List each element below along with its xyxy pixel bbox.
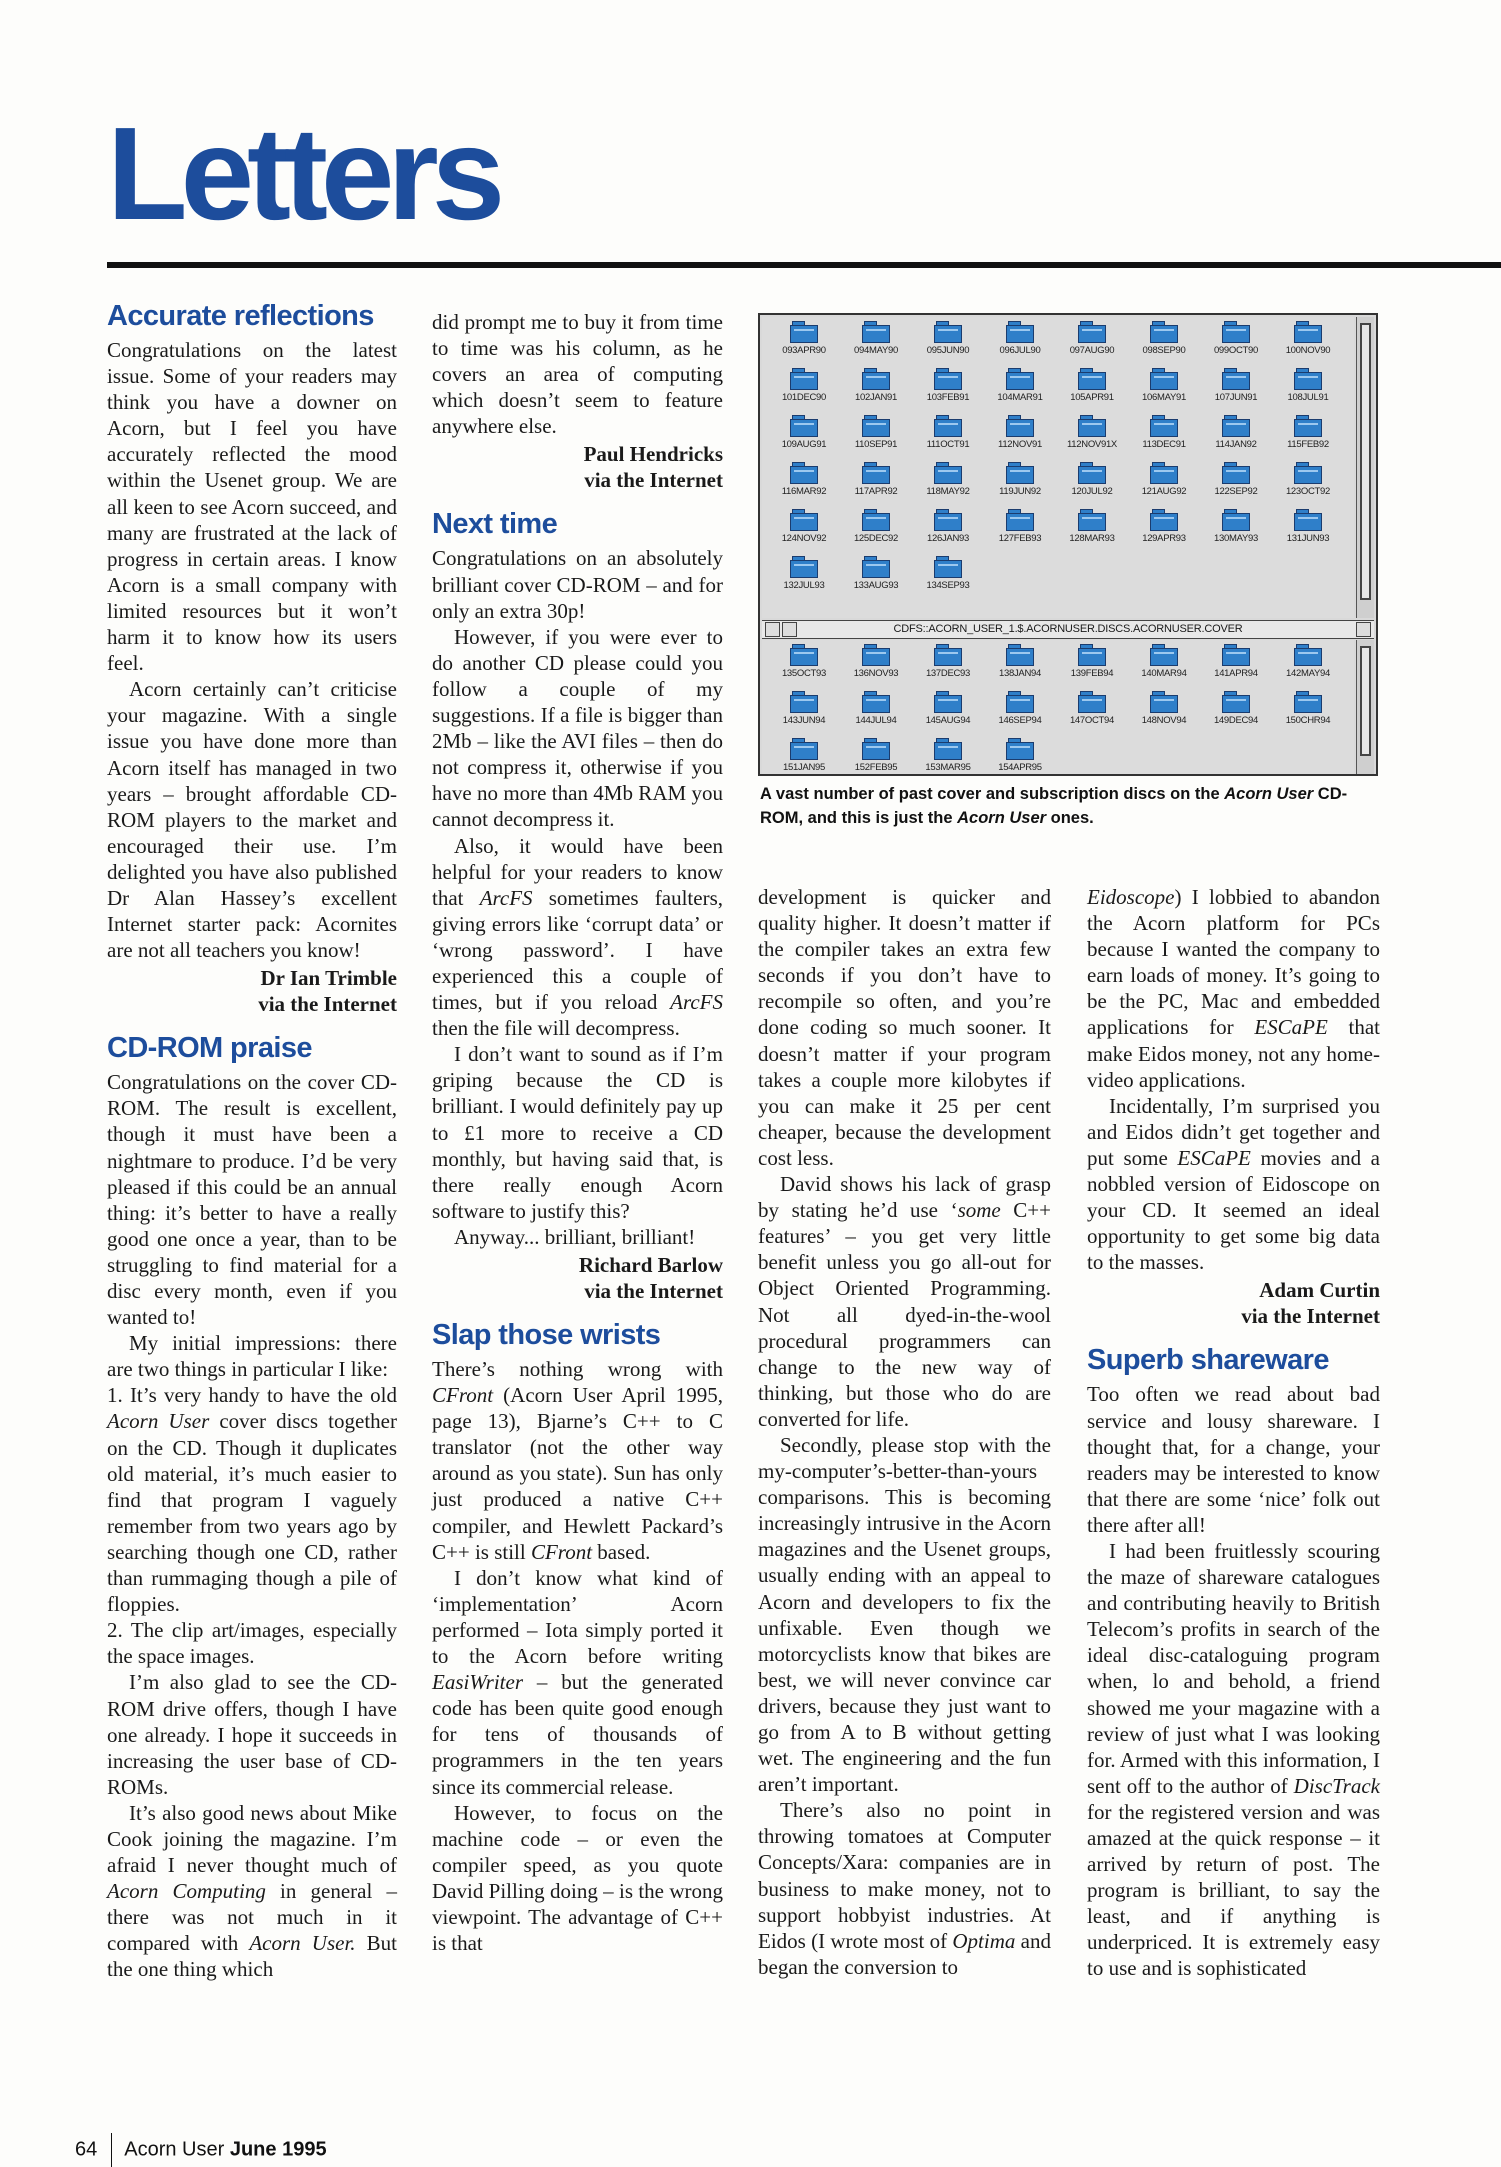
- folder-icon: [1294, 462, 1322, 483]
- folder-item[interactable]: [840, 460, 912, 507]
- folder-item[interactable]: [1200, 642, 1272, 689]
- folder-icon: [1294, 644, 1322, 665]
- signature-name: Dr Ian Trimble: [260, 966, 397, 991]
- folder-item[interactable]: [840, 413, 912, 460]
- heading-cd-rom-praise: CD-ROM praise: [107, 1032, 312, 1065]
- folder-icon: [790, 691, 818, 712]
- signature-name: Paul Hendricks: [583, 442, 723, 467]
- folder-icon: [862, 509, 890, 530]
- signature-via: via the Internet: [258, 992, 397, 1017]
- folder-label: 148NOV94: [1141, 715, 1187, 726]
- folder-label: 153MAR95: [925, 762, 971, 773]
- folder-label: 125DEC92: [853, 533, 899, 544]
- folder-item[interactable]: [912, 366, 984, 413]
- folder-item[interactable]: [1200, 460, 1272, 507]
- folder-item[interactable]: [1128, 366, 1200, 413]
- paragraph: Also, it would have been helpful for your readers to know that ArcFS sometimes faulters, giving errors like ‘corrupt data’ or ‘wrong password’. I have experienced this a couple of times, but if you reload ArcFS then the file will decompress.: [432, 833, 723, 1041]
- folder-label: 126JAN93: [927, 533, 969, 544]
- folder-label: 138JAN94: [999, 668, 1041, 679]
- folder-label: 119JUN92: [999, 486, 1041, 497]
- folder-item[interactable]: [840, 319, 912, 366]
- folder-item[interactable]: [840, 366, 912, 413]
- folder-item[interactable]: [1272, 642, 1344, 689]
- paragraph: Congratulations on the cover CD-ROM. The result is excellent, though it must have been a nightmare to produce. I’d be very pleased if this could be an annual thing: it’s better to have a really good one once a year, than to be struggling to find material for a disc every month, even if you wanted to!: [107, 1070, 397, 1330]
- signature-via: via the Internet: [584, 1279, 723, 1303]
- folder-icon: [1294, 321, 1322, 342]
- paragraph: development is quicker and quality higher. It doesn’t matter if the compiler takes an extra few seconds if you don’t have to recompile so often, and you’re done coding so much sooner. It doesn’t matter if your program takes a couple more kilobytes if you can make it 25 per cent cheaper, because the development cost less.: [758, 885, 1051, 1170]
- folder-icon: [790, 415, 818, 436]
- folder-label: 099OCT90: [1213, 345, 1259, 356]
- folder-item[interactable]: [984, 642, 1056, 689]
- folder-label: 145AUG94: [925, 715, 971, 726]
- folder-icon: [1150, 644, 1178, 665]
- folder-icon: [790, 462, 818, 483]
- folder-label: 144JUL94: [855, 715, 897, 726]
- folder-label: 147OCT94: [1069, 715, 1115, 726]
- folder-item[interactable]: [768, 460, 840, 507]
- folder-icon: [790, 644, 818, 665]
- folder-label: 104MAR91: [997, 392, 1043, 403]
- folder-label: 123OCT92: [1285, 486, 1331, 497]
- list-item: 2. The clip art/images, especially the space images.: [107, 1618, 397, 1669]
- folder-icon: [1294, 368, 1322, 389]
- folder-label: 132JUL93: [783, 580, 825, 591]
- folder-item[interactable]: [984, 736, 1056, 783]
- paragraph: I had been fruitlessly scouring the maze of shareware catalogues and contributing heavily to British Telecom’s profits in search of the ideal disc-cataloguing program when, lo and behold, a friend showed me your magazine with a review of just what I was looking for. Armed with this information, I sent off to the author of DiscTrack for the registered version and was amazed at the quick response – it arrived by return of post. The program is brilliant, to say the least, and if anything is underpriced. It is extremely easy to use and is sophisticated: [1087, 1538, 1380, 1981]
- folder-item[interactable]: [1272, 413, 1344, 460]
- signature: [107, 965, 397, 1017]
- folder-icon: [1078, 321, 1106, 342]
- folder-item[interactable]: [1272, 319, 1344, 366]
- folder-item[interactable]: [912, 507, 984, 554]
- folder-icon: [1006, 415, 1034, 436]
- folder-label: 096JUL90: [999, 345, 1041, 356]
- folder-item[interactable]: [984, 689, 1056, 736]
- column-1: [107, 299, 397, 1983]
- folder-item[interactable]: [768, 319, 840, 366]
- paragraph: However, if you were ever to do another CD please could you follow a couple of my suggestions. If a file is bigger than 2Mb – like the AVI files – then do not compress it, otherwise if you have no more than 4Mb RAM you cannot decompress it.: [432, 624, 723, 832]
- paragraph: It’s also good news about Mike Cook joining the magazine. I’m afraid I never thought much of Acorn Computing in general – there was not much in it compared with Acorn User. But the one thing which: [107, 1800, 398, 1982]
- folder-item[interactable]: [1128, 460, 1200, 507]
- folder-item[interactable]: [984, 319, 1056, 366]
- folder-icon: [1078, 644, 1106, 665]
- folder-icon: [1294, 691, 1322, 712]
- folder-label: 095JUN90: [926, 345, 970, 356]
- folder-label: 094MAY90: [854, 345, 898, 356]
- folder-label: 105APR91: [1070, 392, 1114, 403]
- folder-label: 107JUN91: [1214, 392, 1258, 403]
- folder-item[interactable]: [840, 736, 912, 783]
- folder-icon: [934, 321, 962, 342]
- screenshot-caption: A vast number of past cover and subscription discs on the Acorn User CD-ROM, and this is just the Acorn User ones.: [760, 785, 1348, 827]
- folder-label: 154APR95: [998, 762, 1042, 773]
- column-2: [432, 309, 723, 1956]
- folder-item[interactable]: [1056, 366, 1128, 413]
- folder-icon: [1222, 321, 1250, 342]
- folder-item[interactable]: [912, 736, 984, 783]
- folder-icon: [934, 556, 962, 577]
- signature-via: via the Internet: [584, 468, 723, 493]
- folder-item[interactable]: [1272, 507, 1344, 554]
- folder-item[interactable]: [984, 460, 1056, 507]
- folder-label: 152FEB95: [854, 762, 898, 773]
- folder-icon: [862, 462, 890, 483]
- folder-icon: [862, 556, 890, 577]
- paragraph: There’s also no point in throwing tomatoes at Computer Concepts/Xara: companies are in business to make money, not to support hobbyist industries. At Eidos (I wrote most of Optima and began the conversion to: [758, 1798, 1051, 1979]
- folder-icon: [1078, 415, 1106, 436]
- signature-name: Adam Curtin: [1259, 1278, 1380, 1303]
- folder-icon: [862, 368, 890, 389]
- folder-label: 102JAN91: [855, 392, 897, 403]
- folder-item[interactable]: [912, 413, 984, 460]
- folder-label: 124NOV92: [781, 533, 827, 544]
- folder-item[interactable]: [984, 366, 1056, 413]
- folder-label: 136NOV93: [853, 668, 899, 679]
- folder-icon: [1006, 368, 1034, 389]
- folder-item[interactable]: [768, 366, 840, 413]
- folder-icon: [862, 738, 890, 759]
- folder-item[interactable]: [1128, 413, 1200, 460]
- magazine-name: Acorn User: [124, 2138, 225, 2161]
- paragraph: I’m also glad to see the CD-ROM drive offers, though I have one already. I hope it succeeds in increasing the user base of CD-ROMs.: [107, 1670, 397, 1799]
- paragraph: Too often we read about bad service and lousy shareware. I thought that, for a change, your readers may be interested to know that there are some ‘nice’ folk out there after all!: [1087, 1382, 1380, 1537]
- signature: [1087, 1277, 1380, 1329]
- folder-item[interactable]: [912, 689, 984, 736]
- folder-label: 100NOV90: [1285, 345, 1331, 356]
- folder-icon: [862, 415, 890, 436]
- folder-item[interactable]: [984, 507, 1056, 554]
- folder-item[interactable]: [1200, 507, 1272, 554]
- folder-item[interactable]: [1128, 319, 1200, 366]
- folder-item[interactable]: [768, 413, 840, 460]
- folder-icon: [934, 462, 962, 483]
- folder-icon: [790, 368, 818, 389]
- folder-item[interactable]: [1056, 642, 1128, 689]
- folder-item[interactable]: [768, 689, 840, 736]
- filer-title-bar: [762, 620, 1374, 639]
- folder-label: 113DEC91: [1142, 439, 1186, 450]
- folder-label: 112NOV91: [998, 439, 1042, 450]
- folder-label: 140MAR94: [1141, 668, 1187, 679]
- folder-icon: [790, 509, 818, 530]
- folder-label: 142MAY94: [1286, 668, 1330, 679]
- heading-slap-those-wrists: Slap those wrists: [432, 1319, 661, 1351]
- folder-item[interactable]: [1200, 366, 1272, 413]
- filer-window-upper: [762, 317, 1354, 618]
- folder-icon: [1006, 509, 1034, 530]
- folder-label: 122SEP92: [1214, 486, 1258, 497]
- page-footer: [75, 2133, 327, 2167]
- issue-date: June 1995: [229, 2138, 327, 2161]
- folder-label: 114JAN92: [1215, 439, 1257, 450]
- folder-icon: [1150, 321, 1178, 342]
- folder-label: 111OCT91: [926, 439, 970, 450]
- folder-item[interactable]: [768, 507, 840, 554]
- folder-label: 143JUN94: [782, 715, 826, 726]
- folder-label: 130MAY93: [1214, 533, 1258, 544]
- folder-label: 116MAR92: [781, 486, 827, 497]
- folder-item[interactable]: [1272, 366, 1344, 413]
- folder-icon: [934, 509, 962, 530]
- folder-label: 120JUL92: [1071, 486, 1113, 497]
- folder-label: 127FEB93: [998, 533, 1042, 544]
- folder-icon: [1222, 644, 1250, 665]
- folder-icon: [1078, 462, 1106, 483]
- folder-label: 146SEP94: [998, 715, 1042, 726]
- folder-item[interactable]: [912, 554, 984, 601]
- paragraph: I don’t know what kind of ‘implementation’ Acorn performed – Iota simply ported it to the Acorn before writing EasiWriter – but the generated code has been quite good enough for tens of thousands of programmers in the ten years since its commercial release.: [432, 1565, 723, 1799]
- folder-label: 112NOV91X: [1067, 439, 1117, 450]
- folder-item[interactable]: [1056, 460, 1128, 507]
- folder-item[interactable]: [1056, 689, 1128, 736]
- folder-item[interactable]: [984, 413, 1056, 460]
- folder-icon: [862, 691, 890, 712]
- folder-label: 150CHR94: [1285, 715, 1331, 726]
- page-number: 64: [75, 2138, 98, 2161]
- folder-label: 117APR92: [854, 486, 898, 497]
- folder-label: 121AUG92: [1141, 486, 1187, 497]
- folder-label: 134SEP93: [926, 580, 970, 591]
- folder-icon: [1150, 368, 1178, 389]
- folder-label: 141APR94: [1214, 668, 1258, 679]
- folder-label: 128MAR93: [1069, 533, 1115, 544]
- folder-item[interactable]: [840, 554, 912, 601]
- paragraph: My initial impressions: there are two things in particular I like:: [107, 1331, 397, 1382]
- folder-icon: [862, 321, 890, 342]
- paragraph: Congratulations on an absolutely brilliant cover CD-ROM – and for only an extra 30p!: [432, 546, 723, 623]
- folder-icon: [790, 556, 818, 577]
- folder-icon: [1006, 321, 1034, 342]
- folder-item[interactable]: [840, 689, 912, 736]
- toggle-size-icon[interactable]: [1356, 622, 1371, 637]
- folder-icon: [934, 738, 962, 759]
- folder-item[interactable]: [912, 319, 984, 366]
- folder-item[interactable]: [840, 642, 912, 689]
- folder-label: 133AUG93: [853, 580, 899, 591]
- folder-icon: [1222, 462, 1250, 483]
- column-4: [1087, 884, 1380, 1982]
- folder-item[interactable]: [1200, 413, 1272, 460]
- folder-label: 137DEC93: [925, 668, 971, 679]
- folder-icon: [1150, 462, 1178, 483]
- title-rule: [107, 262, 1501, 268]
- folder-icon: [1222, 509, 1250, 530]
- folder-item[interactable]: [1128, 689, 1200, 736]
- folder-item[interactable]: [1272, 460, 1344, 507]
- folder-icon: [1150, 509, 1178, 530]
- signature: [432, 441, 723, 493]
- folder-item[interactable]: [768, 642, 840, 689]
- scrollbar-lower[interactable]: [1356, 640, 1374, 774]
- folder-item[interactable]: [1128, 642, 1200, 689]
- paragraph: Anyway... brilliant, brilliant!: [454, 1224, 696, 1249]
- paragraph: Incidentally, I’m surprised you and Eidos didn’t get together and put some ESCaPE movies and a nobbled version of Eidoscope on your CD. It seemed an ideal opportunity to get some big data to the masses.: [1087, 1093, 1380, 1275]
- folder-label: 135OCT93: [781, 668, 827, 679]
- list-item: 1. It’s very handy to have the old Acorn User cover discs together on the CD. Though it duplicates old material, it’s much easier to find that program I vaguely remember from two years ago by searching though one CD, rather than rummaging though a pile of floppies.: [107, 1383, 397, 1617]
- folder-icon: [1006, 738, 1034, 759]
- folder-item[interactable]: [1056, 413, 1128, 460]
- signature-via: via the Internet: [1241, 1304, 1380, 1329]
- signature: [432, 1252, 723, 1304]
- back-icon[interactable]: [765, 622, 780, 637]
- signature-name: Richard Barlow: [578, 1253, 723, 1277]
- folder-item[interactable]: [1200, 689, 1272, 736]
- folder-item[interactable]: [912, 642, 984, 689]
- folder-icon: [1222, 691, 1250, 712]
- folder-label: 149DEC94: [1213, 715, 1259, 726]
- paragraph: I don’t want to sound as if I’m griping because the CD is brilliant. I would definitely pay up to £1 more to receive a CD monthly, but having said that, is there really enough Acorn software to justify this?: [432, 1042, 723, 1223]
- folder-item[interactable]: [1200, 319, 1272, 366]
- heading-next-time: Next time: [432, 508, 558, 541]
- list: [107, 1382, 397, 1669]
- folder-item[interactable]: [1128, 507, 1200, 554]
- folder-item[interactable]: [768, 554, 840, 601]
- folder-icon: [1222, 368, 1250, 389]
- scrollbar-upper[interactable]: [1356, 317, 1374, 618]
- paragraph: However, to focus on the machine code – or even the compiler speed, as you quote David Pilling doing – is the wrong viewpoint. The advantage of C++ is that: [432, 1800, 723, 1956]
- folder-icon: [790, 321, 818, 342]
- folder-label: 103FEB91: [926, 392, 970, 403]
- folder-label: 098SEP90: [1142, 345, 1186, 356]
- folder-icon: [790, 738, 818, 759]
- close-icon[interactable]: [782, 622, 797, 637]
- folder-icon: [1222, 415, 1250, 436]
- folder-icon: [1078, 691, 1106, 712]
- paragraph: did prompt me to buy it from time to time was his column, as he covers an area of computing which doesn’t seem to feature anywhere else.: [432, 310, 723, 439]
- folder-label: 108JUL91: [1287, 392, 1329, 403]
- folder-icon: [1150, 691, 1178, 712]
- folder-icon: [1006, 691, 1034, 712]
- folder-item[interactable]: [1272, 689, 1344, 736]
- folder-label: 139FEB94: [1070, 668, 1114, 679]
- folder-icon: [1294, 509, 1322, 530]
- folder-label: 129APR93: [1142, 533, 1186, 544]
- folder-icon: [1294, 415, 1322, 436]
- folder-icon: [934, 691, 962, 712]
- folder-icon: [1150, 415, 1178, 436]
- filer-window-lower: [762, 640, 1354, 774]
- column-3: [758, 884, 1051, 1980]
- folder-label: 151JAN95: [783, 762, 825, 773]
- folder-label: 093APR90: [782, 345, 826, 356]
- folder-icon: [1078, 509, 1106, 530]
- folder-label: 115FEB92: [1287, 439, 1329, 450]
- folder-label: 131JUN93: [1286, 533, 1330, 544]
- paragraph: David shows his lack of grasp by stating he’d use ‘some C++ features’ – you get very little benefit unless you go all-out for Object Oriented Programming. Not all dyed-in-the-wool procedural programmers can change to the new way of thinking, but those who do are converted for life.: [758, 1172, 1051, 1431]
- folder-item[interactable]: [768, 736, 840, 783]
- folder-icon: [1078, 368, 1106, 389]
- page-title: Letters: [107, 100, 499, 247]
- folder-label: 106MAY91: [1142, 392, 1186, 403]
- folder-item[interactable]: [912, 460, 984, 507]
- folder-item[interactable]: [1056, 319, 1128, 366]
- heading-superb-shareware: Superb shareware: [1087, 1344, 1329, 1377]
- folder-label: 097AUG90: [1069, 345, 1115, 356]
- folder-label: 118MAY92: [926, 486, 970, 497]
- folder-icon: [934, 368, 962, 389]
- folder-label: 109AUG91: [781, 439, 827, 450]
- filer-screenshot: [758, 313, 1378, 776]
- folder-icon: [934, 415, 962, 436]
- folder-label: 110SEP91: [854, 439, 898, 450]
- folder-icon: [1006, 462, 1034, 483]
- filer-title: CDFS::ACORN_USER_1.$.ACORNUSER.DISCS.ACORNUSER.COVER: [893, 623, 1243, 635]
- folder-label: 101DEC90: [781, 392, 827, 403]
- folder-icon: [934, 644, 962, 665]
- paragraph: Acorn certainly can’t criticise your magazine. With a single issue you have done more than Acorn itself has managed in two years – brought affordable CD-ROM players to the market and encouraged their use. I’m delighted you have also published Dr Alan Hassey’s excellent Internet starter pack: Acornites are not all teachers you know!: [107, 677, 397, 963]
- folder-icon: [1006, 644, 1034, 665]
- folder-item[interactable]: [840, 507, 912, 554]
- paragraph: Eidoscope) I lobbied to abandon the Acorn platform for PCs because I wanted the company to earn loads of money. It’s going to be the PC, Mac and embedded applications for ESCaPE that make Eidos money, not any home-video applications.: [1087, 885, 1380, 1092]
- paragraph: There’s nothing wrong with CFront (Acorn User April 1995, page 13), Bjarne’s C++ to C translator (not the other way around as you state). Sun has only just produced a native C++ compiler, and Hewlett Packard’s C++ is still CFront based.: [432, 1357, 723, 1564]
- folder-icon: [862, 644, 890, 665]
- folder-item[interactable]: [1056, 507, 1128, 554]
- paragraph: Congratulations on the latest issue. Some of your readers may think you have a downer on Acorn, but I feel you have accurately reflected the mood within the Usenet group. We are all keen to see Acorn succeed, and many are frustrated at the lack of progress in certain areas. I know Acorn is a small company with limited resources but it won’t harm it to know how its users feel.: [107, 338, 397, 676]
- paragraph: Secondly, please stop with the my-computer’s-better-than-yours comparisons. This is becoming increasingly intrusive in the Acorn magazines and the Usenet groups, usually ending with an appeal to Acorn and developers to fix the unfixable. Even though we motorcyclists know that bikes are best, we will never convince car drivers, because they just want to go from A to B without getting wet. The engineering and the fun aren’t important.: [758, 1432, 1051, 1797]
- heading-accurate-reflections: Accurate reflections: [107, 300, 374, 332]
